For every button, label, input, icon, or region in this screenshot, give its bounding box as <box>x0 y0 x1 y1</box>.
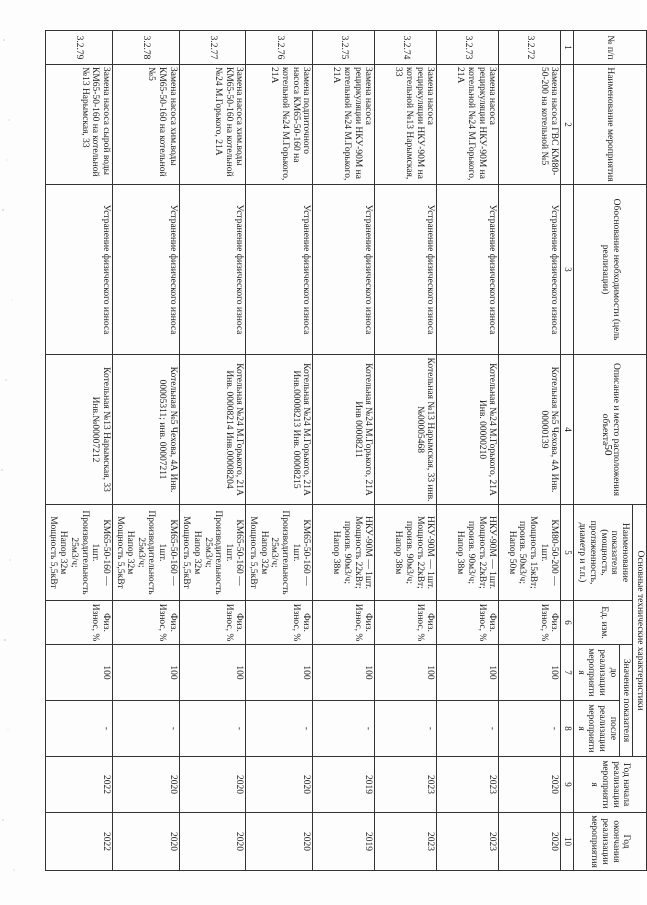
value-before: 100 <box>375 645 437 701</box>
object-location: Котельная №5 Чехова, 4А Инв. 00005311; инв. 00007211 <box>113 355 180 505</box>
header-num: № п/п <box>574 31 647 65</box>
characteristic: КМ65-50-160 — 1шт. Производительность 25м3/ч; Напор 32м Мощность 5,5кВт <box>179 505 246 601</box>
object-location: Котельная №13 Нарымская, 33 инв. №00005468 <box>375 355 437 505</box>
end-year: 2022 <box>46 813 113 871</box>
column-number: 9 <box>561 757 574 813</box>
unit-cell: Физ. Износ, % <box>246 601 313 645</box>
unit-cell: Физ. Износ, % <box>179 601 246 645</box>
row-number: 3.2.78 <box>113 31 180 65</box>
header-values-group: Значение показателя <box>619 645 633 757</box>
header-before: до реализации мероприятия <box>574 645 620 701</box>
column-number: 8 <box>561 701 574 757</box>
start-year: 2020 <box>246 757 313 813</box>
measure-reason: Устранение физического износа <box>246 185 313 355</box>
characteristic: НКУ-90М — 1шт. Мощность 22кВт; произв. 90м3/ч; Напор 38м <box>375 505 437 601</box>
characteristic: КМ80-50-200 — 1шт. Мощность 15кВт; произв. 50м3/ч; Напор 50м <box>499 505 561 601</box>
table-row <box>313 31 375 871</box>
unit-cell: Физ. Износ, % <box>375 601 437 645</box>
row-number: 3.2.74 <box>375 31 437 65</box>
end-year: 2020 <box>113 813 180 871</box>
value-before: 100 <box>313 645 375 701</box>
measure-reason: Устранение физического износа <box>179 185 246 355</box>
header-after: после реализации мероприятия <box>574 701 620 757</box>
column-number: 10 <box>561 813 574 871</box>
object-location: Котельная №24 М.Горького, 21А Инв.00008213 Инв. 00008215 <box>246 355 313 505</box>
value-before: 100 <box>179 645 246 701</box>
column-number: 4 <box>561 355 574 505</box>
value-before: 100 <box>246 645 313 701</box>
column-number: 2 <box>561 65 574 185</box>
end-year: 2020 <box>499 813 561 871</box>
column-number: 3 <box>561 185 574 355</box>
value-after: - <box>46 701 113 757</box>
measure-name: Замена насоса рециркуляции НКУ-90М на котельной №13 Нарымская, 33 <box>375 65 437 185</box>
table-row <box>437 31 499 871</box>
measure-name: Замена насоса рециркуляции НКУ-90М на котельной №24 М.Горького, 21А <box>313 65 375 185</box>
row-number: 3.2.76 <box>246 31 313 65</box>
unit-cell: Физ. Износ, % <box>46 601 113 645</box>
end-year: 2023 <box>375 813 437 871</box>
characteristic: КМ65-50-160 — 1шт. Производительность 25м3/ч; Напор 32м Мощность 5,5кВт <box>46 505 113 601</box>
table-row <box>113 31 180 871</box>
value-after: - <box>179 701 246 757</box>
unit-cell: Физ. Износ, % <box>113 601 180 645</box>
measure-name: Замена насоса хим.воды КМ65-50-160 на котельной №24 М.Горького, 21А <box>179 65 246 185</box>
measure-reason: Устранение физического износа <box>313 185 375 355</box>
page-number: 50 <box>602 444 614 456</box>
header-location: Описание и место расположения объекта <box>574 355 647 505</box>
end-year: 2020 <box>179 813 246 871</box>
scan-edge-noise <box>0 0 30 905</box>
value-after: - <box>246 701 313 757</box>
row-number: 3.2.75 <box>313 31 375 65</box>
column-number: 1 <box>561 31 574 65</box>
measure-name: Замена насоса ГВС КМ80-50-200 на котельной №5 <box>499 65 561 185</box>
header-tech-group: Основные технические характеристики <box>633 505 647 757</box>
header-end-year: Год окончания реализации мероприятия <box>574 813 647 871</box>
value-after: - <box>499 701 561 757</box>
start-year: 2020 <box>179 757 246 813</box>
unit-cell: Физ. Износ, % <box>499 601 561 645</box>
column-number-row <box>561 31 574 871</box>
end-year: 2023 <box>437 813 499 871</box>
start-year: 2020 <box>499 757 561 813</box>
end-year: 2020 <box>246 813 313 871</box>
start-year: 2022 <box>46 757 113 813</box>
measure-reason: Устранение физического износа <box>113 185 180 355</box>
column-number: 7 <box>561 645 574 701</box>
value-before: 100 <box>113 645 180 701</box>
measures-table <box>45 30 647 871</box>
object-location: Котельная №13 Нарымская, 33 Инв.№00007212 <box>46 355 113 505</box>
object-location: Котельная №24 М.Горького, 21А Инв 00008211 <box>313 355 375 505</box>
start-year: 2019 <box>313 757 375 813</box>
object-location: Котельная №24 М.Горького, 21А Инв. 00000210 <box>437 355 499 505</box>
column-number: 6 <box>561 601 574 645</box>
unit-cell: Физ. Износ, % <box>313 601 375 645</box>
value-before: 100 <box>437 645 499 701</box>
characteristic: КМ65-50-160 — 1шт. Производительность 25м3/ч; Напор 32м Мощность 5,5кВт <box>246 505 313 601</box>
row-number: 3.2.72 <box>499 31 561 65</box>
column-number: 5 <box>561 505 574 601</box>
table-row <box>46 31 113 871</box>
table-row <box>246 31 313 871</box>
characteristic: НКУ-90М — 1шт. Мощность 22кВт; произв. 90м3/ч; Напор 38м <box>313 505 375 601</box>
rotated-table-wrapper <box>47 30 647 870</box>
value-before: 100 <box>499 645 561 701</box>
header-char-name: Наименование показателя (мощность, протяженность, диаметр и т.п.) <box>574 505 633 601</box>
characteristic: КМ65-50-160 — 1шт. Производительность 25м3/ч; Напор 32м Мощность 5,5кВт <box>113 505 180 601</box>
start-year: 2020 <box>113 757 180 813</box>
measure-name: Замена подпиточного насоса КМ65-50-160 на котельной №24 М.Горького, 21А <box>246 65 313 185</box>
start-year: 2023 <box>437 757 499 813</box>
header-start-year: Год начала реализации мероприятия <box>574 757 647 813</box>
header-unit: Ед. изм. <box>574 601 633 645</box>
table-row <box>375 31 437 871</box>
measure-reason: Устранение физического износа <box>46 185 113 355</box>
header-reason: Обоснование необходимости (цель реализации) <box>574 185 647 355</box>
object-location: Котельная №5 Чехова, 4А Инв. 00000139 <box>499 355 561 505</box>
header-name: Наименование мероприятия <box>574 65 647 185</box>
value-after: - <box>437 701 499 757</box>
table-body <box>46 31 561 871</box>
value-after: - <box>313 701 375 757</box>
table-row <box>179 31 246 871</box>
unit-cell: Физ. Износ, % <box>437 601 499 645</box>
object-location: Котельная №24 М.Горького, 21А Инв. 00008214 Инв.00008204 <box>179 355 246 505</box>
row-number: 3.2.77 <box>179 31 246 65</box>
value-after: - <box>375 701 437 757</box>
row-number: 3.2.79 <box>46 31 113 65</box>
table-row <box>499 31 561 871</box>
measure-name: Замена насоса рециркуляции НКУ-90М на котельной №24 М.Горького, 21А <box>437 65 499 185</box>
measure-reason: Устранение физического износа <box>375 185 437 355</box>
measure-name: Замена насоса хим.воды КМ65-50-160 на котельной №5 <box>113 65 180 185</box>
measure-name: Замена насоса сырой воды КМ65-50-160 на котельной №13 Нарымская, 33 <box>46 65 113 185</box>
end-year: 2019 <box>313 813 375 871</box>
value-before: 100 <box>46 645 113 701</box>
row-number: 3.2.73 <box>437 31 499 65</box>
measure-reason: Устранение физического износа <box>499 185 561 355</box>
value-after: - <box>113 701 180 757</box>
characteristic: НКУ-90М — 1шт. Мощность 22кВт; произв. 90м3/ч; Напор 38м <box>437 505 499 601</box>
measure-reason: Устранение физического износа <box>437 185 499 355</box>
start-year: 2023 <box>375 757 437 813</box>
